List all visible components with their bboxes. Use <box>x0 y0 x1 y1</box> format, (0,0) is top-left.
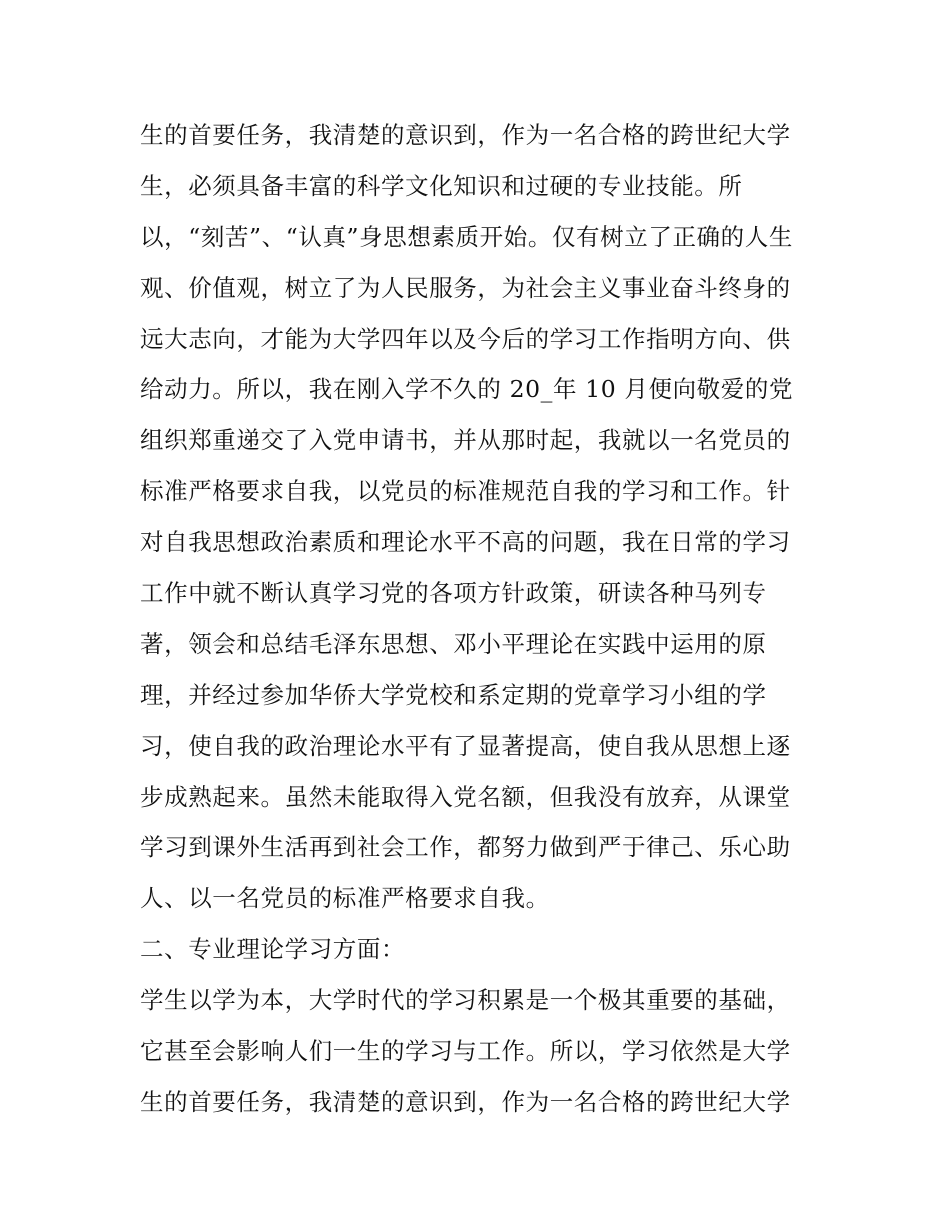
text-line: 理，并经过参加华侨大学党校和系定期的党章学习小组的学 <box>140 680 767 709</box>
text-line: 生的首要任务，我清楚的意识到，作为一名合格的跨世纪大学 <box>140 121 791 149</box>
text-line: 步成熟起来。虽然未能取得入党名额，但我没有放弃，从课堂 <box>140 782 791 811</box>
text-line: 生，必须具备丰富的科学文化知识和过硬的专业技能。所 <box>140 171 743 200</box>
text-line: 习，使自我的政治理论水平有了显著提高，使自我从思想上逐 <box>140 731 791 760</box>
text-line: 以，“刻苦”、“认真”身思想素质开始。仅有树立了正确的人生 <box>140 222 793 251</box>
text-line: 著，领会和总结毛泽东思想、邓小平理论在实践中运用的原 <box>140 629 767 658</box>
section-heading: 二、专业理论学习方面： <box>140 935 406 964</box>
text-line: 学习到课外生活再到社会工作，都努力做到严于律己、乐心助 <box>140 833 791 862</box>
text-line: 生的首要任务，我清楚的意识到，作为一名合格的跨世纪大学 <box>140 1087 791 1116</box>
text-line: 远大志向，才能为大学四年以及今后的学习工作指明方向、供 <box>140 324 791 353</box>
text-line: 观、价值观，树立了为人民服务，为社会主义事业奋斗终身的 <box>140 273 791 302</box>
text-line: 人、以一名党员的标准严格要求自我。 <box>140 884 550 913</box>
text-line: 学生以学为本，大学时代的学习积累是一个极其重要的基础， <box>140 986 791 1015</box>
text-line: 组织郑重递交了入党申请书，并从那时起，我就以一名党员的 <box>140 426 791 455</box>
text-line: 对自我思想政治素质和理论水平不高的问题，我在日常的学习 <box>140 528 791 557</box>
body-text <box>140 110 830 1128</box>
text-line: 给动力。所以，我在刚入学不久的 20_年 10 月便向敬爱的党 <box>140 375 794 404</box>
text-line: 工作中就不断认真学习党的各项方针政策，研读各种马列专 <box>140 579 767 608</box>
text-line: 它甚至会影响人们一生的学习与工作。所以，学习依然是大学 <box>140 1037 791 1066</box>
text-line: 标准严格要求自我，以党员的标准规范自我的学习和工作。针 <box>140 477 791 506</box>
